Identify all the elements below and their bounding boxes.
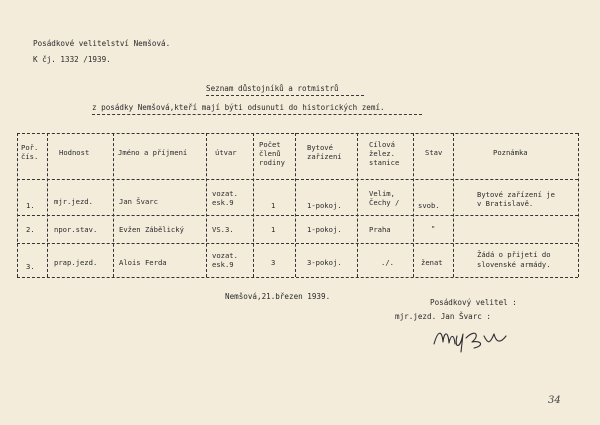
header-housing: Bytové bbox=[307, 143, 333, 152]
place-and-date: Nemšová,21.březen 1939. bbox=[225, 292, 331, 301]
header-note: Poznámka bbox=[493, 148, 528, 157]
row-2-family: 1 bbox=[271, 225, 276, 234]
header-status: Stav bbox=[425, 148, 443, 157]
table-rule bbox=[17, 277, 578, 278]
header-destination: Cílová bbox=[369, 140, 395, 149]
row-3-rank: prap.jezd. bbox=[54, 258, 98, 267]
header-number-2: čís. bbox=[21, 152, 39, 161]
row-2-name: Evžen Zábělický bbox=[119, 225, 184, 234]
row-2-status: " bbox=[431, 224, 436, 233]
row-1-name: Jan Švarc bbox=[119, 197, 158, 206]
table-rule bbox=[413, 133, 414, 277]
header-destination-2: želez. bbox=[369, 149, 395, 158]
row-3-status: ženat bbox=[421, 258, 443, 267]
row-3-destination: ./. bbox=[381, 258, 394, 267]
document-subtitle: z posádky Nemšová,kteří mají býti odsunuti do historických zemí. bbox=[92, 103, 385, 112]
issuing-authority: Posádkové velitelství Nemšová. bbox=[33, 39, 171, 48]
table-rule bbox=[17, 179, 578, 180]
row-2-unit: VS.3. bbox=[212, 225, 234, 234]
row-3-note: Žádá o přijetí do bbox=[477, 250, 551, 259]
personnel-table bbox=[17, 133, 578, 277]
header-family-3: rodiny bbox=[259, 158, 285, 167]
row-1-unit-2: esk.9 bbox=[212, 198, 234, 207]
table-rule bbox=[113, 133, 114, 277]
header-name: Jméno a příjmení bbox=[118, 148, 188, 157]
table-rule bbox=[17, 215, 578, 216]
table-rule bbox=[453, 133, 454, 277]
row-3-family: 3 bbox=[271, 258, 276, 267]
header-family: Počet bbox=[259, 140, 281, 149]
reference-number: K čj. 1332 /1939. bbox=[33, 55, 111, 64]
document-title: Seznam důstojníků a rotmistrů bbox=[206, 84, 339, 93]
row-2-destination: Praha bbox=[369, 225, 391, 234]
row-2-rank: npor.stav. bbox=[54, 225, 98, 234]
row-2-housing: 1-pokoj. bbox=[307, 225, 342, 234]
row-3-unit-2: esk.9 bbox=[212, 260, 234, 269]
row-3-name: Alois Ferda bbox=[119, 258, 167, 267]
row-1-rank: mjr.jezd. bbox=[54, 197, 93, 206]
subtitle-underline bbox=[92, 114, 422, 115]
row-3-housing: 3-pokoj. bbox=[307, 258, 342, 267]
header-rank: Hodnost bbox=[59, 148, 90, 157]
row-3-note-2: slovenské armády. bbox=[477, 260, 551, 269]
header-unit: útvar bbox=[215, 148, 237, 157]
row-1-family: 1 bbox=[271, 201, 276, 210]
table-rule bbox=[17, 133, 18, 277]
table-rule bbox=[578, 133, 579, 277]
row-1-destination: Velim, bbox=[369, 189, 395, 198]
signer-name: mjr.jezd. Jan Švarc : bbox=[395, 312, 492, 321]
header-destination-3: stanice bbox=[369, 158, 400, 167]
table-rule bbox=[295, 133, 296, 277]
table-rule bbox=[17, 243, 578, 244]
table-rule bbox=[206, 133, 207, 277]
row-1-note-2: v Bratislavě. bbox=[477, 199, 534, 208]
row-3-number: 3. bbox=[26, 262, 35, 271]
table-rule bbox=[17, 133, 578, 134]
header-number: Poř. bbox=[21, 143, 39, 152]
signer-title: Posádkový velitel : bbox=[430, 298, 517, 307]
row-1-destination-2: Čechy / bbox=[369, 198, 400, 207]
row-2-number: 2. bbox=[26, 225, 35, 234]
table-rule bbox=[357, 133, 358, 277]
title-underline bbox=[206, 95, 364, 96]
row-1-unit: vozat. bbox=[212, 189, 238, 198]
row-1-status: svob. bbox=[418, 201, 440, 210]
page-mark: 34 bbox=[548, 395, 561, 406]
header-housing-2: zařízení bbox=[307, 152, 342, 161]
table-rule bbox=[253, 133, 254, 277]
row-3-unit: vozat. bbox=[212, 251, 238, 260]
row-1-number: 1. bbox=[26, 201, 35, 210]
header-family-2: členů bbox=[259, 149, 281, 158]
row-1-housing: 1-pokoj. bbox=[307, 201, 342, 210]
handwritten-signature bbox=[430, 322, 510, 354]
table-rule bbox=[47, 133, 48, 277]
row-1-note: Bytové zařízení je bbox=[477, 190, 555, 199]
